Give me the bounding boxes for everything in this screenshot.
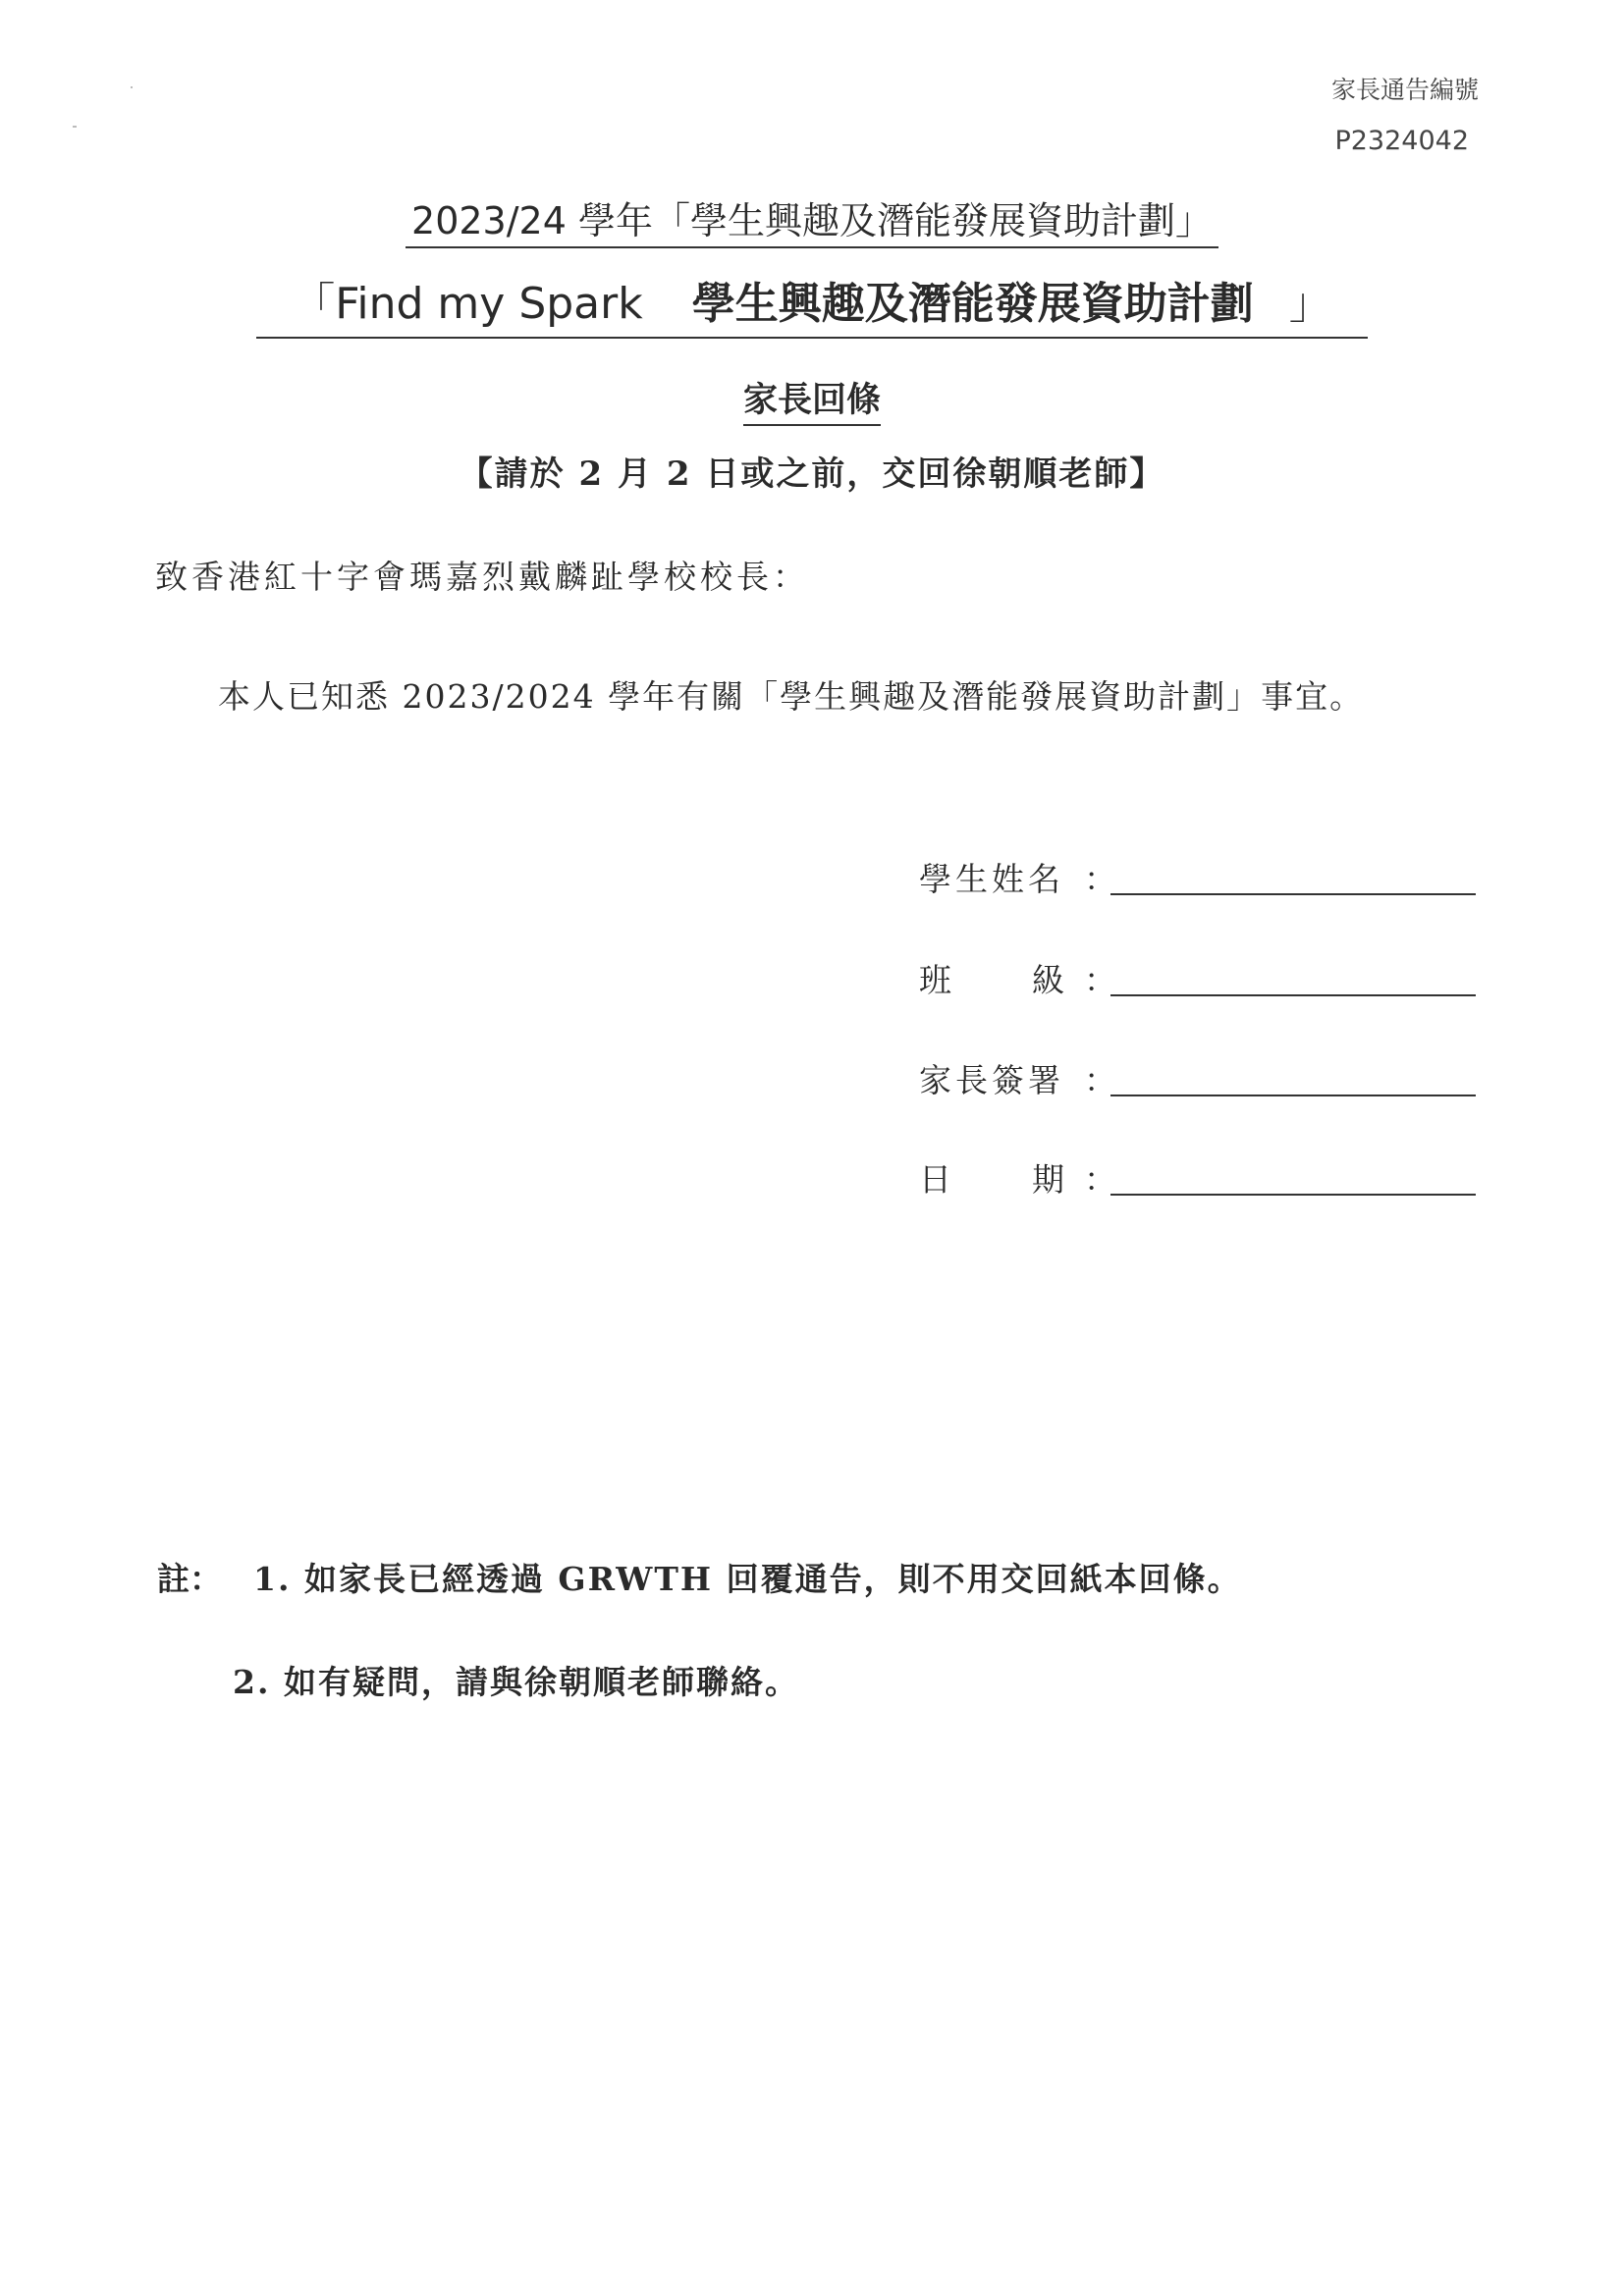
class-colon: ： <box>1084 961 1116 999</box>
note-item-2: 2. 如有疑問，請與徐朝順老師聯絡。 <box>233 1663 799 1701</box>
parent-signature-field <box>919 1055 1479 1098</box>
scan-speck <box>73 126 77 128</box>
reply-slip-heading-text: 家長回條 <box>743 380 881 426</box>
notes-label: 註： <box>157 1560 222 1598</box>
acknowledgement-text: 本人已知悉 2023/2024 學年有關「學生興趣及潛能發展資助計劃」事宜。 <box>218 677 1365 716</box>
student-name-field <box>919 854 1479 897</box>
class-label-char-1: 班 <box>919 961 951 999</box>
date-colon: ： <box>1084 1160 1116 1199</box>
parent-signature-input[interactable] <box>1110 1095 1476 1096</box>
student-name-colon: ： <box>1084 860 1116 898</box>
date-label-char-2: 期 <box>1032 1160 1064 1199</box>
notice-number-label: 家長通告編號 <box>1330 76 1479 104</box>
date-label <box>919 1154 1064 1201</box>
reply-slip-heading <box>0 373 1624 422</box>
program-title-text <box>256 279 1367 339</box>
document-title-text: 2023/24 學年「學生興趣及潛能發展資助計劃」 <box>406 199 1218 248</box>
program-title-prefix: 「Find my Spark <box>274 279 674 339</box>
return-deadline: 【請於 2 月 2 日或之前，交回徐朝順老師】 <box>459 454 1165 494</box>
class-input[interactable] <box>1110 994 1476 996</box>
program-title-bold: 學生興趣及潛能發展資助計劃 <box>675 279 1272 339</box>
student-name-input[interactable] <box>1110 893 1476 895</box>
program-title <box>0 268 1624 331</box>
class-label-char-2: 級 <box>1032 961 1064 999</box>
date-field <box>919 1154 1479 1198</box>
scan-speck <box>131 86 133 88</box>
addressee: 致香港紅十字會瑪嘉烈戴麟趾學校校長： <box>155 558 809 596</box>
date-label-char-1: 日 <box>919 1160 951 1199</box>
parent-signature-label: 家長簽署 <box>919 1061 1064 1099</box>
parent-signature-colon: ： <box>1084 1061 1116 1099</box>
student-name-label: 學生姓名 <box>919 860 1064 898</box>
note-item-1: 1. 如家長已經透過 GRWTH 回覆通告，則不用交回紙本回條。 <box>253 1560 1242 1598</box>
program-title-suffix: 」 <box>1272 279 1350 339</box>
class-field <box>919 955 1479 998</box>
notice-number: P2324042 <box>1334 126 1469 156</box>
document-title <box>0 190 1624 244</box>
class-label <box>919 955 1064 1001</box>
date-input[interactable] <box>1110 1194 1476 1196</box>
